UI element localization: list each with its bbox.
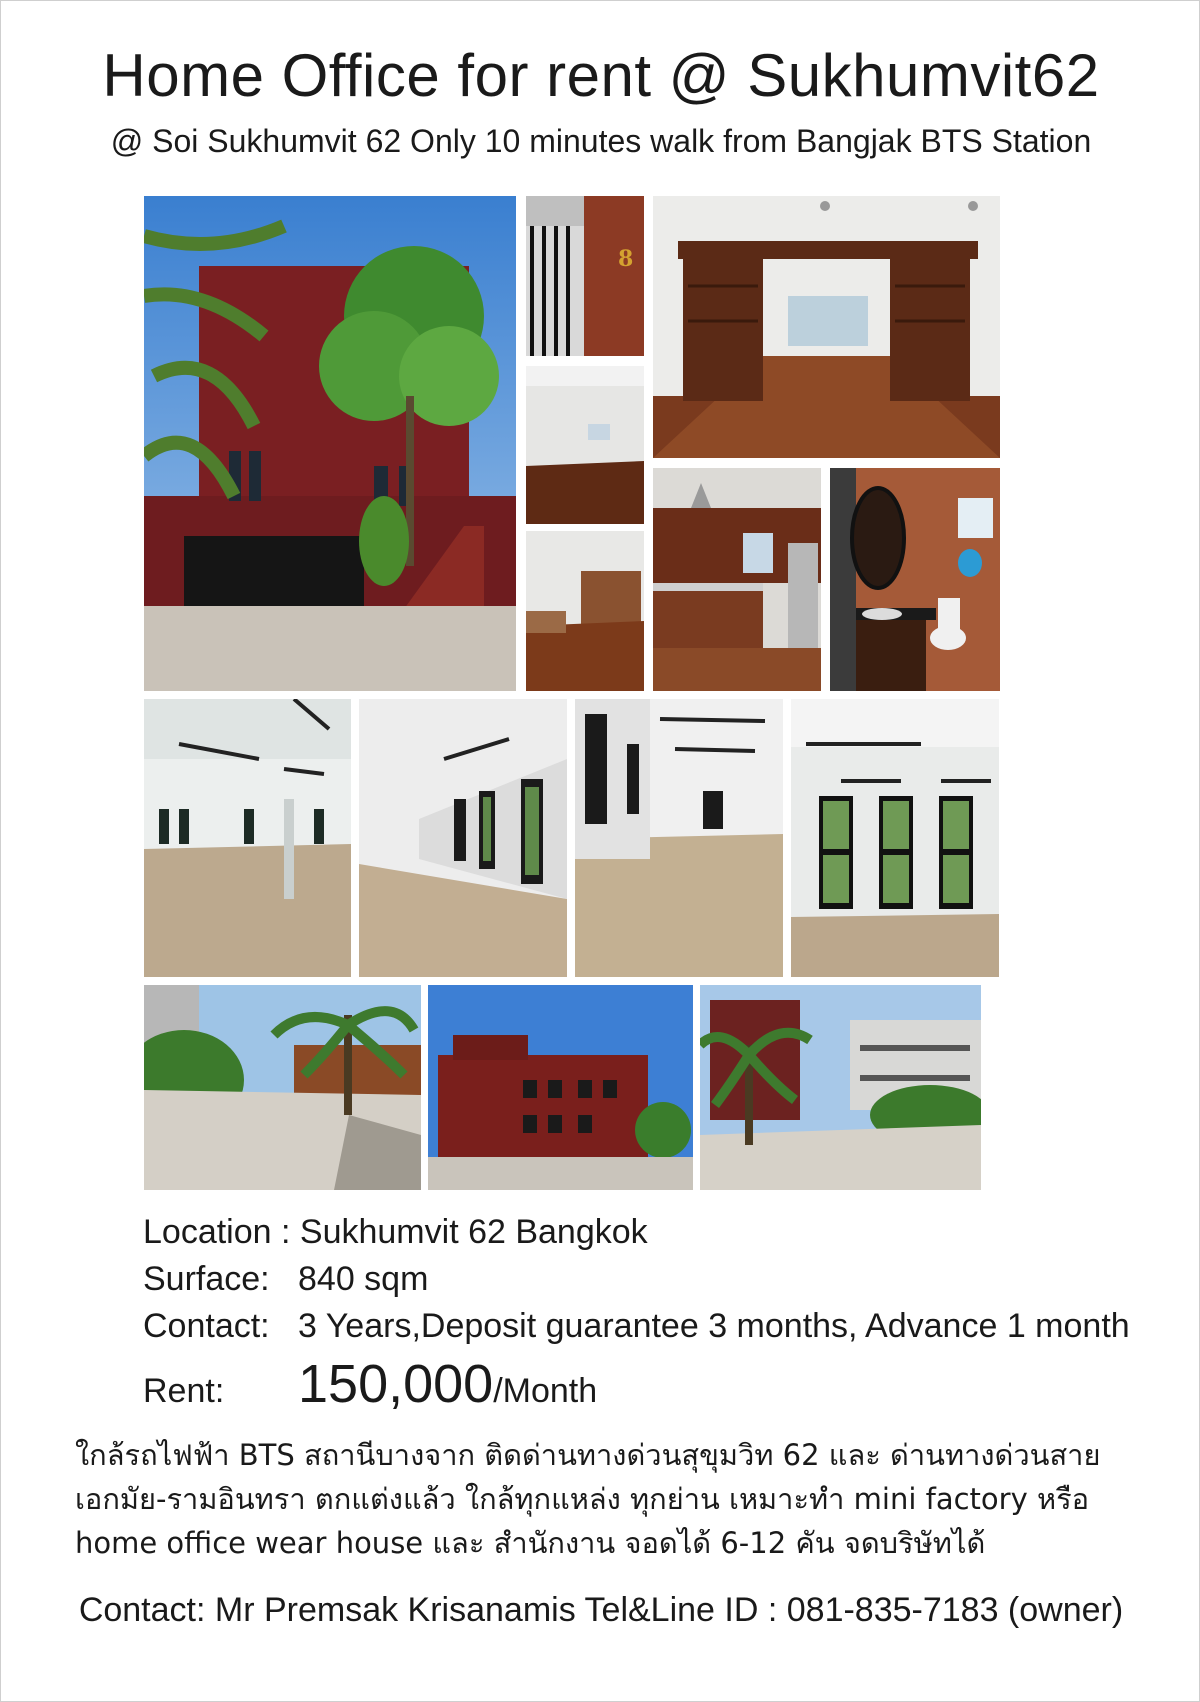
rent-price: 150,000 <box>298 1354 494 1414</box>
flyer-subtitle: @ Soi Sukhumvit 62 Only 10 minutes walk from Bangjak BTS Station <box>110 123 1092 159</box>
surface-row <box>143 1260 428 1299</box>
photo-building-side <box>428 985 693 1190</box>
surface-label: Surface: <box>143 1260 270 1298</box>
thai-line-1: ใกล้รถไฟฟ้า BTS สถานีบางจาก ติดด่านทางด่วนสุขุมวิท 62 และ ด่านทางด่วนสาย <box>75 1438 1101 1472</box>
thai-line-2: เอกมัย-รามอินทรา ตกแต่งแล้ว ใกล้ทุกแหล่ง ทุกย่าน เหมาะทำ mini factory หรือ <box>75 1482 1090 1516</box>
location-row <box>143 1213 648 1252</box>
contact-info: Contact: Mr Premsak Krisanamis Tel&Line ID : 081-835-7183 (owner) <box>78 1591 1124 1629</box>
photo-office-space-2 <box>359 699 567 977</box>
photo-bathroom <box>830 468 1000 691</box>
house-number-label: 8 <box>618 246 634 272</box>
photo-courtyard <box>700 985 981 1190</box>
contract-label: Contact: <box>143 1307 270 1345</box>
rent-row <box>143 1353 597 1415</box>
photo-kitchen <box>653 468 821 691</box>
thai-description <box>75 1433 1175 1565</box>
photo-building-exterior <box>144 196 516 691</box>
photo-parking-lot <box>144 985 421 1190</box>
thai-line-3: home office wear house และ สำนักงาน จอดได้ 6-12 คัน จดบริษัทได้ <box>75 1526 986 1560</box>
rent-label: Rent: <box>143 1372 225 1410</box>
location-label: Location : <box>143 1213 291 1251</box>
photo-bedroom <box>526 366 644 524</box>
location-value: Sukhumvit 62 Bangkok <box>299 1213 648 1251</box>
photo-office-space-4 <box>791 699 999 977</box>
photo-office-space-1 <box>144 699 351 977</box>
photo-entrance-gate <box>526 196 644 356</box>
photo-office-space-3 <box>575 699 783 977</box>
contract-value: 3 Years,Deposit guarantee 3 months, Advance 1 month <box>298 1307 1130 1345</box>
photo-interior-living-room <box>653 196 1000 458</box>
surface-value: 840 sqm <box>298 1260 429 1298</box>
rent-unit: /Month <box>493 1372 598 1410</box>
photo-dining-area <box>526 531 644 691</box>
contract-row <box>143 1307 1130 1346</box>
flyer-title: Home Office for rent @ Sukhumvit62 <box>102 42 1100 109</box>
